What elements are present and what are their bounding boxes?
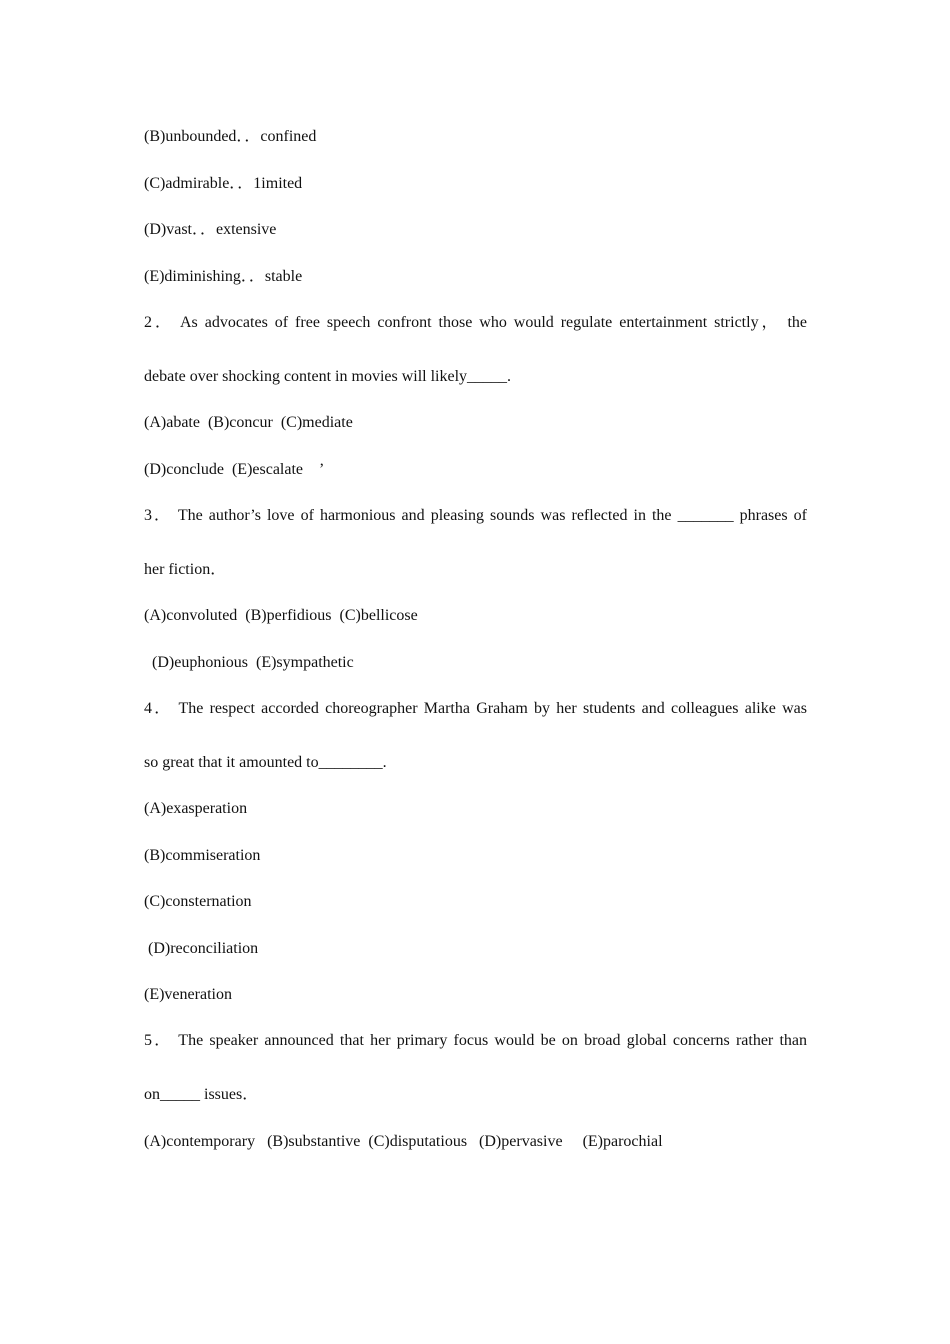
q3-stem-line1: 3． The author’s love of harmonious and pleasing sounds was reflected in the _______ phrases of <box>144 507 807 524</box>
q2-stem-line2: debate over shocking content in movies will likely_____. <box>144 368 512 385</box>
q4-stem-line1: 4． The respect accorded choreographer Martha Graham by her students and colleagues alike was <box>144 700 807 717</box>
q2-options-line2: (D)conclude (E)escalate ’ <box>144 461 325 478</box>
q3-options-line1: (A)convoluted (B)perfidious (C)bellicose <box>144 607 418 624</box>
q2-stem-line1: 2． As advocates of free speech confront those who would regulate entertainment strictly， the <box>144 314 807 331</box>
q5-stem-line2: on_____ issues． <box>144 1086 259 1103</box>
q4-option-a: (A)exasperation <box>144 800 248 817</box>
q4-option-b: (B)commiseration <box>144 847 261 864</box>
q1-option-c: (C)admirable．．1imited <box>144 175 303 192</box>
q3-options-line2: (D)euphonious (E)sympathetic <box>144 654 354 671</box>
q4-option-c: (C)consternation <box>144 893 252 910</box>
q4-option-e: (E)veneration <box>144 986 232 1003</box>
q4-option-d: (D)reconciliation <box>144 940 259 957</box>
q1-option-e: (E)diminishing．．stable <box>144 268 303 285</box>
q5-stem-line1: 5． The speaker announced that her primary focus would be on broad global concerns rather than <box>144 1032 807 1049</box>
q1-option-d: (D)vast．．extensive <box>144 221 277 238</box>
q1-option-b: (B)unbounded．．confined <box>144 128 317 145</box>
q5-options-line1: (A)contemporary (B)substantive (C)disputatious (D)pervasive (E)parochial <box>144 1133 663 1150</box>
q3-stem-line2: her fiction． <box>144 561 227 578</box>
q4-stem-line2: so great that it amounted to________. <box>144 754 387 771</box>
q2-options-line1: (A)abate (B)concur (C)mediate <box>144 414 353 431</box>
